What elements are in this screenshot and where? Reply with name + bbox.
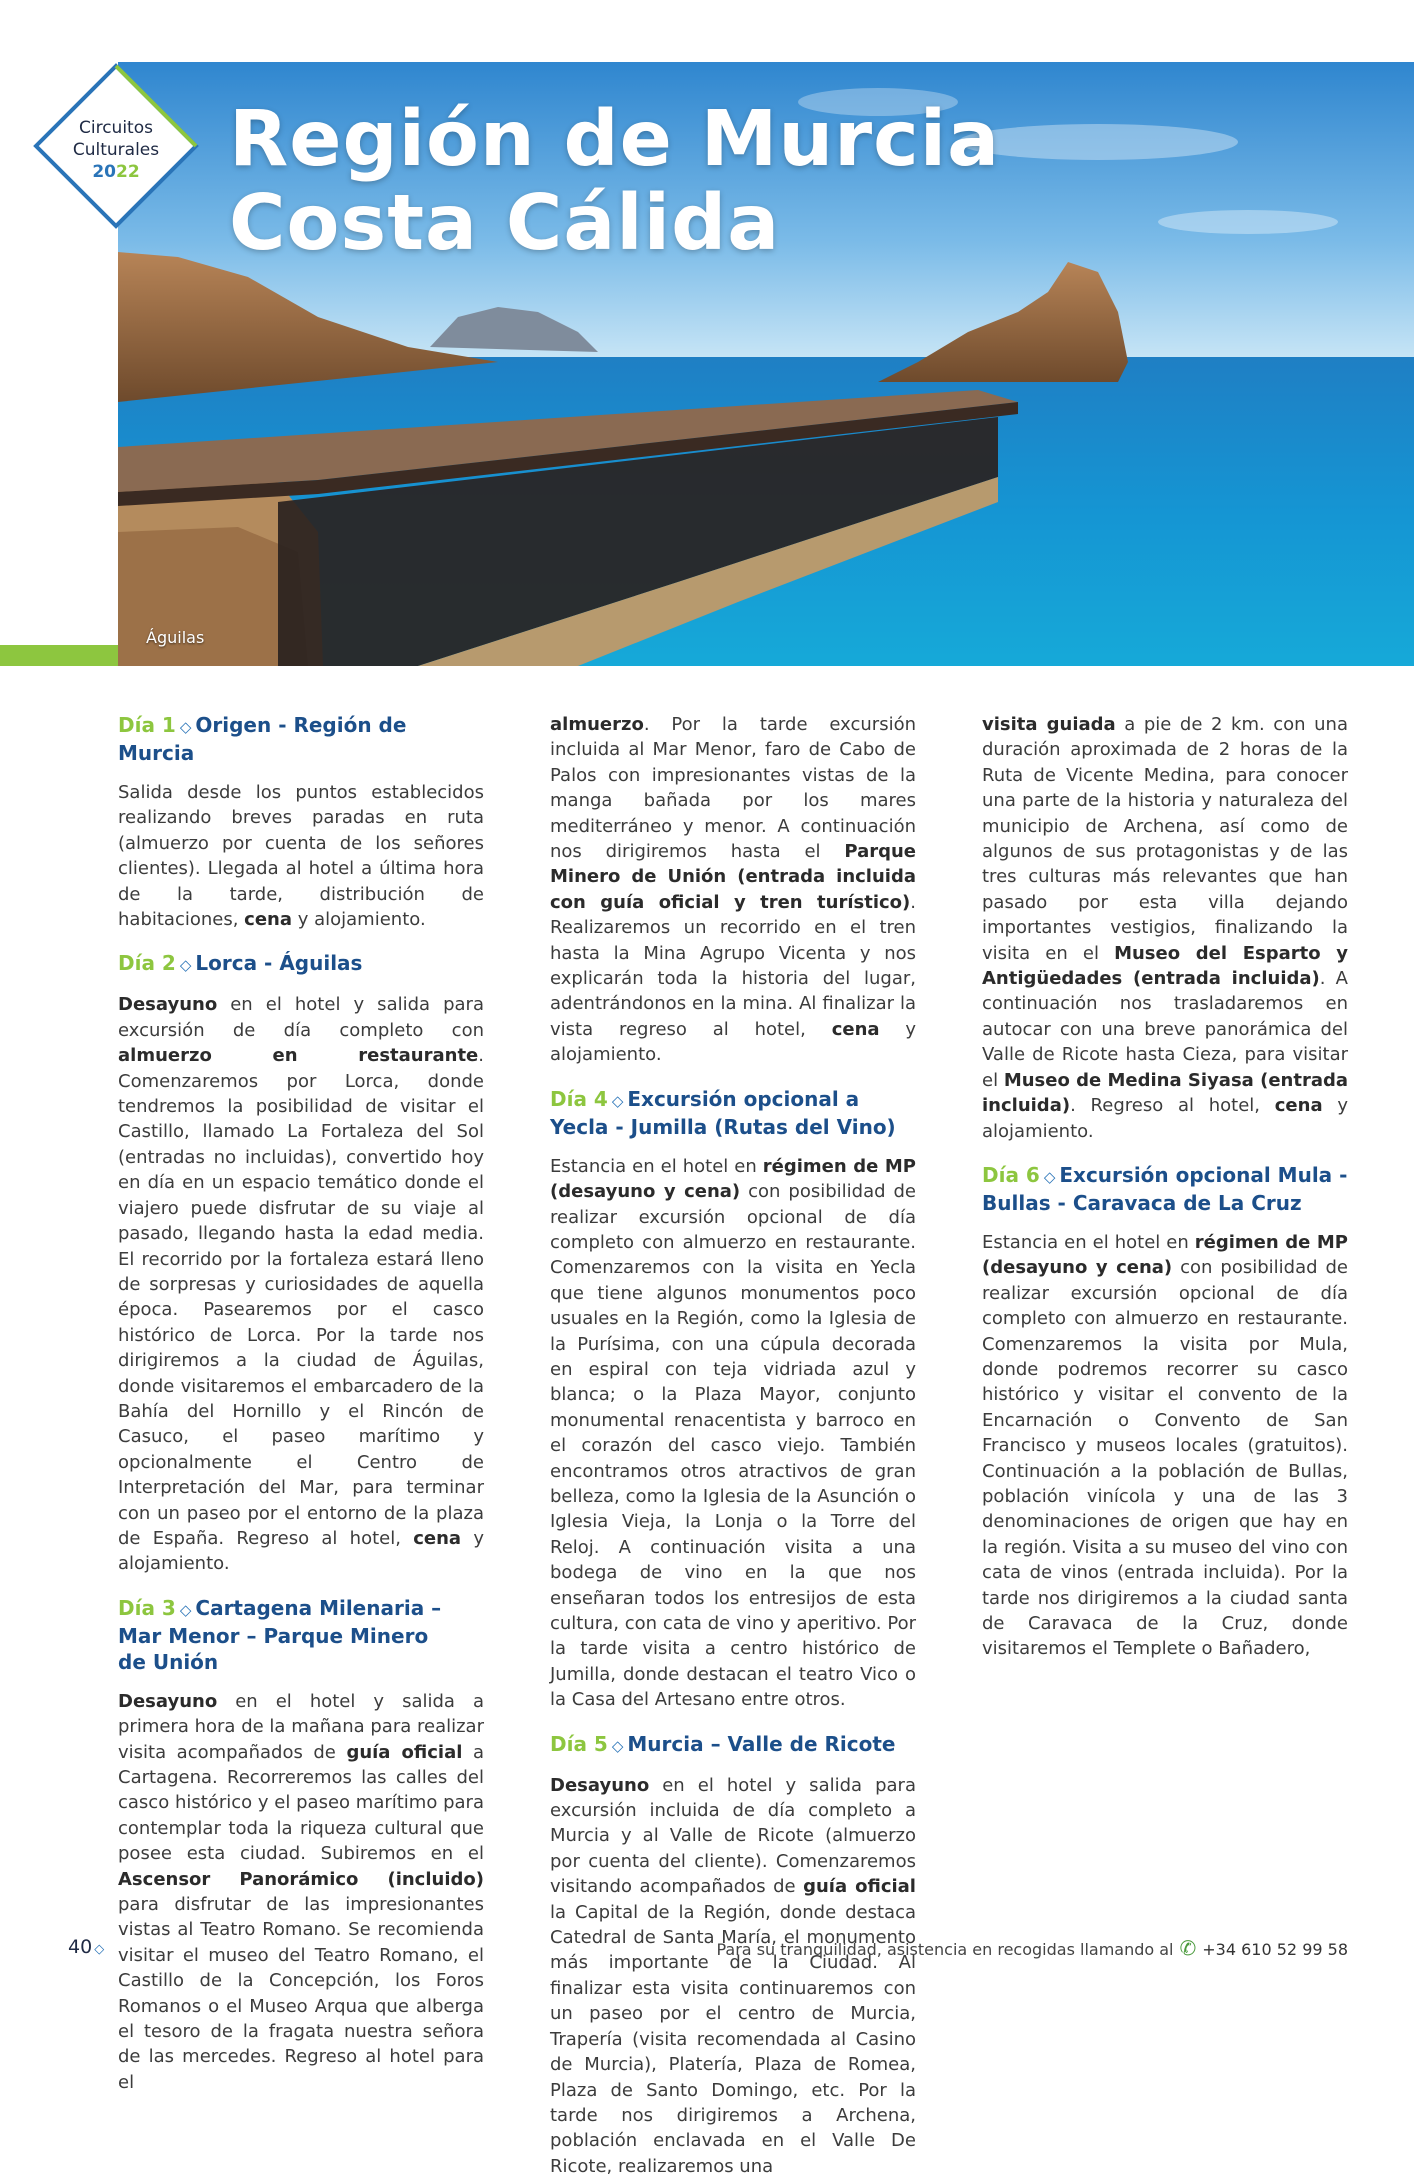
text-run: en el hotel y salida para excursión incluida de día completo a Murcia y al Valle de Ricote (almuerzo por cuenta del cliente). Comenzaremos visitando acompañados de [550, 1774, 916, 1898]
day-3-text-continued [550, 712, 916, 1068]
day-6-heading [982, 1162, 1348, 1216]
day-6-label: Día 6 [982, 1162, 1040, 1187]
day-1-text [118, 780, 484, 932]
day-3-title-1: Cartagena Milenaria – [195, 1595, 442, 1620]
phone-icon: ✆ [1179, 1936, 1197, 1960]
day-2-label: Día 2 [118, 951, 176, 976]
day-1-label: Día 1 [118, 713, 176, 737]
text-bold: visita guiada [982, 714, 1116, 735]
day-4-title-2: Yecla - Jumilla (Rutas del Vino) [550, 1114, 896, 1139]
text-run: a Cartagena. Recorreremos las calles del casco histórico y el paseo marítimo para contemplar toda la riqueza cultural que posee esta ciudad. Subiremos en el [118, 1741, 484, 1865]
text-bold: régimen de MP (desayuno y cena) [550, 1155, 916, 1203]
day-5-text-continued [982, 712, 1348, 1144]
day-2-text [118, 992, 484, 1576]
text-bold: cena [413, 1527, 462, 1549]
badge-year-b: 22 [116, 162, 140, 182]
text-run: la Capital de la Región, donde destaca Catedral de Santa María, el monumento más importante de la Ciudad. Al finalizar esta visita continuaremos con un paseo por el centro de Murcia, Trapería (visita recomendada al Casino de Murcia), Platería, Plaza de Romea, Plaza de Santo Domingo, etc. Por la tarde nos dirigiremos a Archena, población enclavada en el Valle De Ricote, realizaremos una [550, 1901, 916, 2177]
text-run: en el hotel y salida a primera hora de la mañana para realizar visita acompañados de [118, 1690, 484, 1763]
day-2-heading [118, 950, 484, 978]
text-run: en el hotel y salida para excursión de día completo con [118, 994, 484, 1041]
footer [716, 1936, 1348, 1960]
text-run: . Realizaremos un recorrido en el tren hasta la Mina Agrupo Vicenta y nos explicarán toda la historia del lugar, adentrándonos en la mina. Al finalizar la vista regreso al hotel, [550, 891, 916, 1040]
text-bold: Desayuno [550, 1774, 650, 1796]
day-2-title: Lorca - Águilas [195, 951, 363, 976]
day-6-title-2: Bullas - Caravaca de La Cruz [982, 1190, 1302, 1215]
diamond-bullet-icon: ◇ [94, 1942, 105, 1957]
day-6-title-1: Excursión opcional Mula - [1059, 1162, 1348, 1187]
page-title [229, 95, 1001, 268]
day-3-label: Día 3 [118, 1595, 176, 1620]
text-bold: Museo de Medina Siyasa (entrada incluida) [982, 1069, 1349, 1117]
diamond-bullet-icon: ◇ [179, 956, 192, 975]
text-bold: Ascensor Panorámico (incluido) [118, 1868, 484, 1890]
day-4-title-1: Excursión opcional a [627, 1086, 860, 1111]
day-4-heading [550, 1086, 916, 1140]
day-1-title: Origen - Región de Murcia [118, 713, 407, 765]
day-5-heading [550, 1731, 916, 1759]
diamond-bullet-icon: ◇ [179, 718, 192, 736]
text-bold: cena [244, 909, 293, 931]
title-line-2: Costa Cálida [229, 179, 781, 268]
text-bold: Parque Minero de Unión (entrada incluida con guía oficial y tren turístico) [550, 841, 916, 913]
diamond-bullet-icon: ◇ [611, 1091, 624, 1110]
day-5-title: Murcia – Valle de Ricote [627, 1731, 896, 1756]
badge-year-a: 20 [92, 162, 116, 182]
text-run: Salida desde los puntos establecidos realizando breves paradas en ruta (almuerzo por cuenta de los señores clientes). Llegada al hotel a última hora de la tarde, distribución de habitaciones, [118, 782, 484, 931]
badge-line-1: Circuitos [79, 118, 153, 138]
text-run: con posibilidad de realizar excursión opcional de día completo con almuerzo en restaurante. Comenzaremos la visita por Mula, donde podremos recorrer su casco histórico y visitar el convento de la Encarnación o Convento de San Francisco y museos locales (gratuitos). Continuación a la población de Bullas, población vinícola y una de las 3 denominaciones de origen que hay en la región. Visita a su museo del vino con cata de vinos (entrada incluida). Por la tarde nos dirigiremos a la ciudad santa de Caravaca de la Cruz, donde visitaremos el Templete o Bañadero, [982, 1257, 1348, 1660]
text-run: y alojamiento. [292, 909, 426, 931]
text-run: . Regreso al hotel, [1070, 1095, 1275, 1117]
text-bold: guía oficial [803, 1876, 916, 1898]
page-number-value: 40 [68, 1936, 93, 1958]
text-bold: cena [831, 1018, 880, 1040]
diamond-bullet-icon: ◇ [1043, 1167, 1056, 1186]
text-run: Estancia en el hotel en [550, 1155, 763, 1177]
text-bold: almuerzo en restaurante [118, 1045, 479, 1067]
column-1 [118, 712, 484, 2095]
footer-text: Para su tranquilidad, asistencia en recogidas llamando al [716, 1940, 1174, 1959]
day-3-title-3: de Unión [118, 1649, 219, 1674]
circuitos-badge [30, 60, 202, 232]
footer-phone: +34 610 52 99 58 [1202, 1940, 1348, 1959]
text-bold: almuerzo [550, 714, 644, 735]
day-4-label: Día 4 [550, 1086, 608, 1111]
text-run: y alojamiento. [118, 1527, 485, 1575]
text-run: y alojamiento. [550, 1018, 917, 1066]
day-3-heading [118, 1595, 484, 1675]
page-number [68, 1936, 104, 1958]
title-line-1: Región de Murcia [229, 95, 1001, 184]
photo-caption: Águilas [146, 628, 205, 647]
diamond-bullet-icon: ◇ [179, 1600, 192, 1619]
text-bold: guía oficial [346, 1741, 463, 1763]
text-run: para disfrutar de las impresionantes vistas al Teatro Romano. Se recomienda visitar el museo del Teatro Romano, el Castillo de la Concepción, los Foros Romanos o el Museo Arqua que alberga el tesoro de la fragata nuestra señora de las mercedes. Regreso al hotel para el [118, 1894, 484, 2093]
text-bold: régimen de MP (desayuno y cena) [982, 1231, 1348, 1279]
day-3-text [118, 1689, 484, 2096]
text-bold: Desayuno [118, 994, 218, 1016]
text-run: . Comenzaremos por Lorca, donde tendremos la posibilidad de visitar el Castillo, llamado La Fortaleza del Sol (entradas no incluidas), convertido hoy en día en un espacio temático donde el viajero puede disfrutar de su viaje al pasado, llegando hasta la edad media. El recorrido por la fortaleza estará lleno de sorpresas y curiosidades de aquella época. Pasearemos por el casco histórico de Lorca. Por la tarde nos dirigiremos a la ciudad de Águilas, donde visitaremos el embarcadero de la Bahía del Hornillo y el Rincón de Casuco, el paseo marítimo y opcionalmente el Centro de Interpretación del Mar, para terminar con un paseo por el entorno de la plaza de España. Regreso al hotel, [118, 1045, 484, 1549]
text-run: a pie de 2 km. con una duración aproximada de 2 horas de la Ruta de Vicente Medina, para conocer una parte de la historia y naturaleza del municipio de Archena, así como de algunos de sus protagonistas y de las tres culturas más relevantes que han pasado por esta villa dejando importantes vestigios, finalizando la visita en el [982, 714, 1348, 964]
column-3 [982, 712, 1348, 1662]
day-5-label: Día 5 [550, 1731, 608, 1756]
day-1-heading [118, 712, 484, 766]
day-3-title-2: Mar Menor – Parque Minero [118, 1623, 429, 1648]
accent-bar [0, 645, 118, 666]
text-bold: cena [1274, 1095, 1323, 1117]
text-run: . Por la tarde excursión incluida al Mar Menor, faro de Cabo de Palos con impresionantes vistas de la manga bañada por los mares mediterráneo y menor. A continuación nos dirigiremos hasta el [550, 714, 916, 863]
text-bold: Desayuno [118, 1690, 218, 1712]
badge-line-2: Culturales [72, 140, 160, 160]
diamond-bullet-icon: ◇ [611, 1736, 624, 1755]
text-run: . A continuación nos trasladaremos en autocar con una breve panorámica del Valle de Ricote hasta Cieza, para visitar el [982, 968, 1348, 1091]
day-5-text [550, 1773, 916, 2179]
day-6-text [982, 1230, 1348, 1662]
badge-year [30, 162, 202, 183]
text-bold: Museo del Esparto y Antigüedades (entrada incluida) [982, 942, 1349, 990]
text-run: Estancia en el hotel en [982, 1231, 1195, 1253]
day-4-text [550, 1154, 916, 1713]
text-run: y alojamiento. [982, 1095, 1348, 1142]
text-run: con posibilidad de realizar excursión opcional de día completo con almuerzo en restaurante. Comenzaremos con la visita en Yecla que tiene algunos monumentos poco usuales en la Región, como la Iglesia de la Purísima, con una cúpula decorada en espiral con teja vidriada azul y blanca; o la Plaza Mayor, conjunto monumental renacentista y barroco en el corazón del casco viejo. También encontramos otros atractivos de gran belleza, como la Iglesia de la Asunción o Iglesia Vieja, la Lonja o la Torre del Reloj. A continuación visita a una bodega de vino en la que nos enseñaran todos los entresijos de esta cultura, con cata de vino y aperitivo. Por la tarde visita a centro histórico de Jumilla, donde destacan el teatro Vico o la Casa del Artesano entre otros. [550, 1181, 916, 1711]
